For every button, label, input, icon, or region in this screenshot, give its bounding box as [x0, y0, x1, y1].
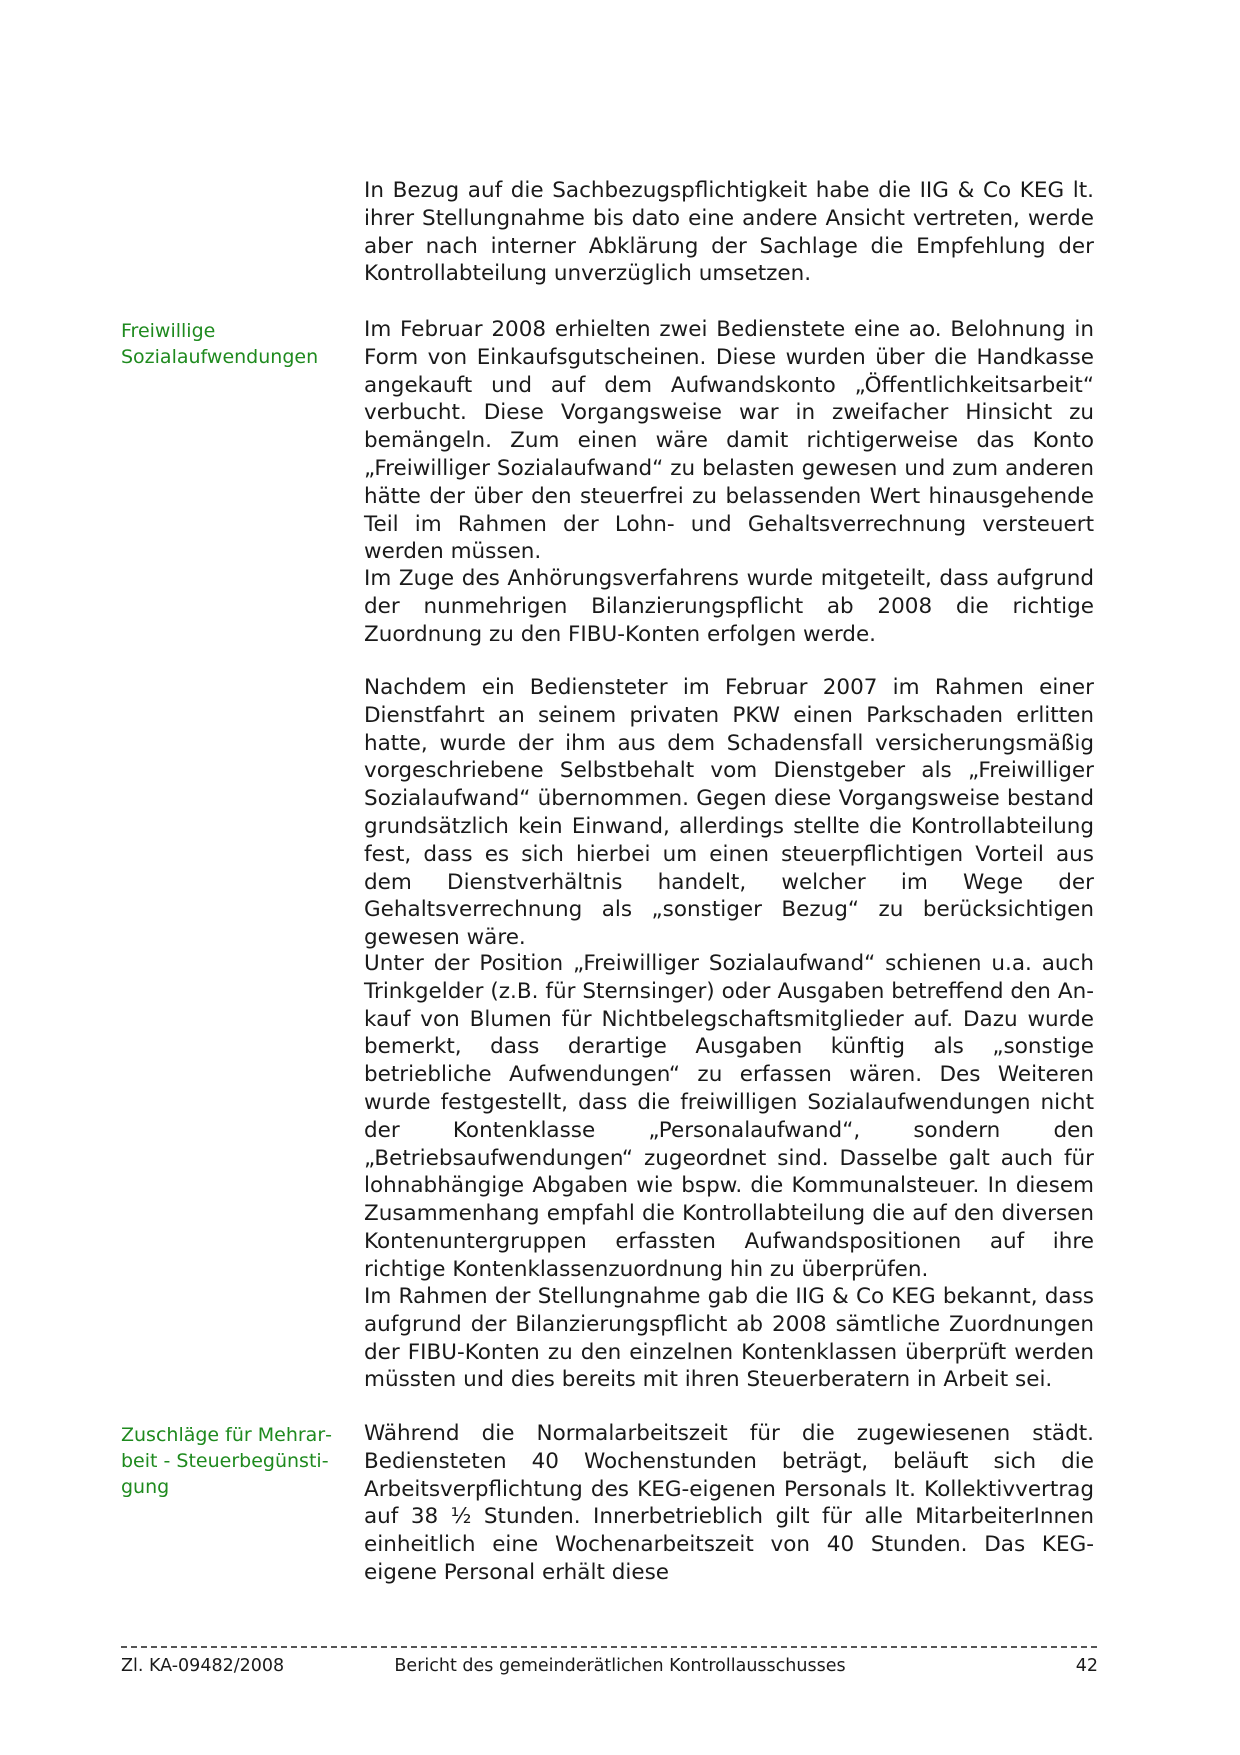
paragraph-parkschaden: Nachdem ein Bediensteter im Februar 2007 im Rahmen einer Dienstfahrt an seinem privaten PKW einen Parkschaden erlitten hatte, wurde der ihm aus dem Schadensfall versicherungsmäßig vorgeschriebene Selbstbehalt vom Dienstgeber als „Freiwilliger Sozialaufwand“ übernommen. Gegen diese Vorgangsweise bestand grundsätzlich kein Einwand, allerdings stellte die Kontrollabteilung fest, dass es sich hierbei um einen steuerpflichtigen Vorteil aus dem Dienstverhältnis handelt, welcher im Wege der Gehaltsverrechnung als „sonstiger Bezug“ zu berücksichtigen gewesen wäre.	[364, 675, 1094, 951]
footer-divider	[121, 1646, 1097, 1648]
paragraph-einkaufsgutscheine: Im Februar 2008 erhielten zwei Bedienstete eine ao. Belohnung in Form von Einkaufsgutscheinen. Diese wurden über die Handkasse angekauft und auf dem Aufwandskonto „Öffentlichkeitsarbeit“ verbucht. Diese Vorgangsweise war in zweifacher Hinsicht zu bemängeln. Zum einen wäre damit richtigerweise das Konto „Freiwilliger Sozialaufwand“ zu belasten gewesen und zum anderen hätte der über den steuerfrei zu belassenden Wert hinausgehende Teil im Rahmen der Lohn- und Gehaltsverrechnung versteuert werden müssen.	[364, 317, 1094, 565]
side-label-freiwillige-sozialaufwendungen: Freiwillige Sozialaufwendungen	[121, 320, 319, 368]
paragraph-sachbezug: In Bezug auf die Sachbezugspflichtigkeit habe die IIG & Co KEG lt. ihrer Stellungnahme bis dato eine andere Ansicht vertreten, werde aber nach interner Abklärung der Sachlage die Empfehlung der Kontrollabteilung unverzüglich umsetzen.	[364, 178, 1094, 287]
paragraph-position-sozialaufwand: Unter der Position „Freiwilliger Sozialaufwand“ schienen u.a. auch Trinkgelder (z.B. für Sternsinger) oder Ausgaben betreffend den Ankauf von Blumen für Nichtbelegschaftsmitglieder auf. Dazu wurde bemerkt, dass derartige Ausgaben künftig als „sonstige betriebliche Aufwendungen“ zu erfassen wären. Des Weiteren wurde festgestellt, dass die freiwilligen Sozialaufwendungen nicht der Kontenklasse „Personalaufwand“, sondern den „Betriebsaufwendungen“ zugeordnet sind. Dasselbe galt auch für lohnabhängige Abgaben wie bspw. die Kommunalsteuer. In diesem Zusammenhang empfahl die Kontrollabteilung die auf den diversen Kontenuntergruppen erfassten Aufwandspositionen auf ihre richtige Kontenklassenzuordnung hin zu überprüfen.	[364, 951, 1094, 1282]
paragraph-anhoerungsverfahren: Im Zuge des Anhörungsverfahrens wurde mitgeteilt, dass aufgrund der nunmehrigen Bilanzierungspflicht ab 2008 die richtige Zuordnung zu den FIBU-Konten erfolgen werde.	[364, 566, 1094, 647]
footer-title: Bericht des gemeinderätlichen Kontrollausschusses	[394, 1656, 846, 1676]
paragraph-stellungnahme: Im Rahmen der Stellungnahme gab die IIG & Co KEG bekannt, dass aufgrund der Bilanzierungspflicht ab 2008 sämtliche Zuordnungen der FIBU-Konten zu den einzelnen Kontenklassen überprüft werden müssten und dies bereits mit ihren Steuerberatern in Arbeit sei.	[364, 1284, 1094, 1393]
footer-page-number: 42	[1075, 1656, 1098, 1676]
side-label-zuschlaege-mehrarbeit: Zuschläge für Mehrarbeit - Steuerbegünstigung	[121, 1424, 332, 1498]
paragraph-normalarbeitszeit: Während die Normalarbeitszeit für die zugewiesenen städt. Bediensteten 40 Wochenstunden beträgt, beläuft sich die Arbeitsverpflichtung des KEG-eigenen Personals lt. Kollektivvertrag auf 38 ½ Stunden. Innerbetrieblich gilt für alle MitarbeiterInnen einheitlich eine Wochenarbeitszeit von 40 Stunden. Das KEG-eigene Personal erhält diese	[364, 1421, 1094, 1585]
footer-reference: Zl. KA-09482/2008	[121, 1656, 285, 1676]
